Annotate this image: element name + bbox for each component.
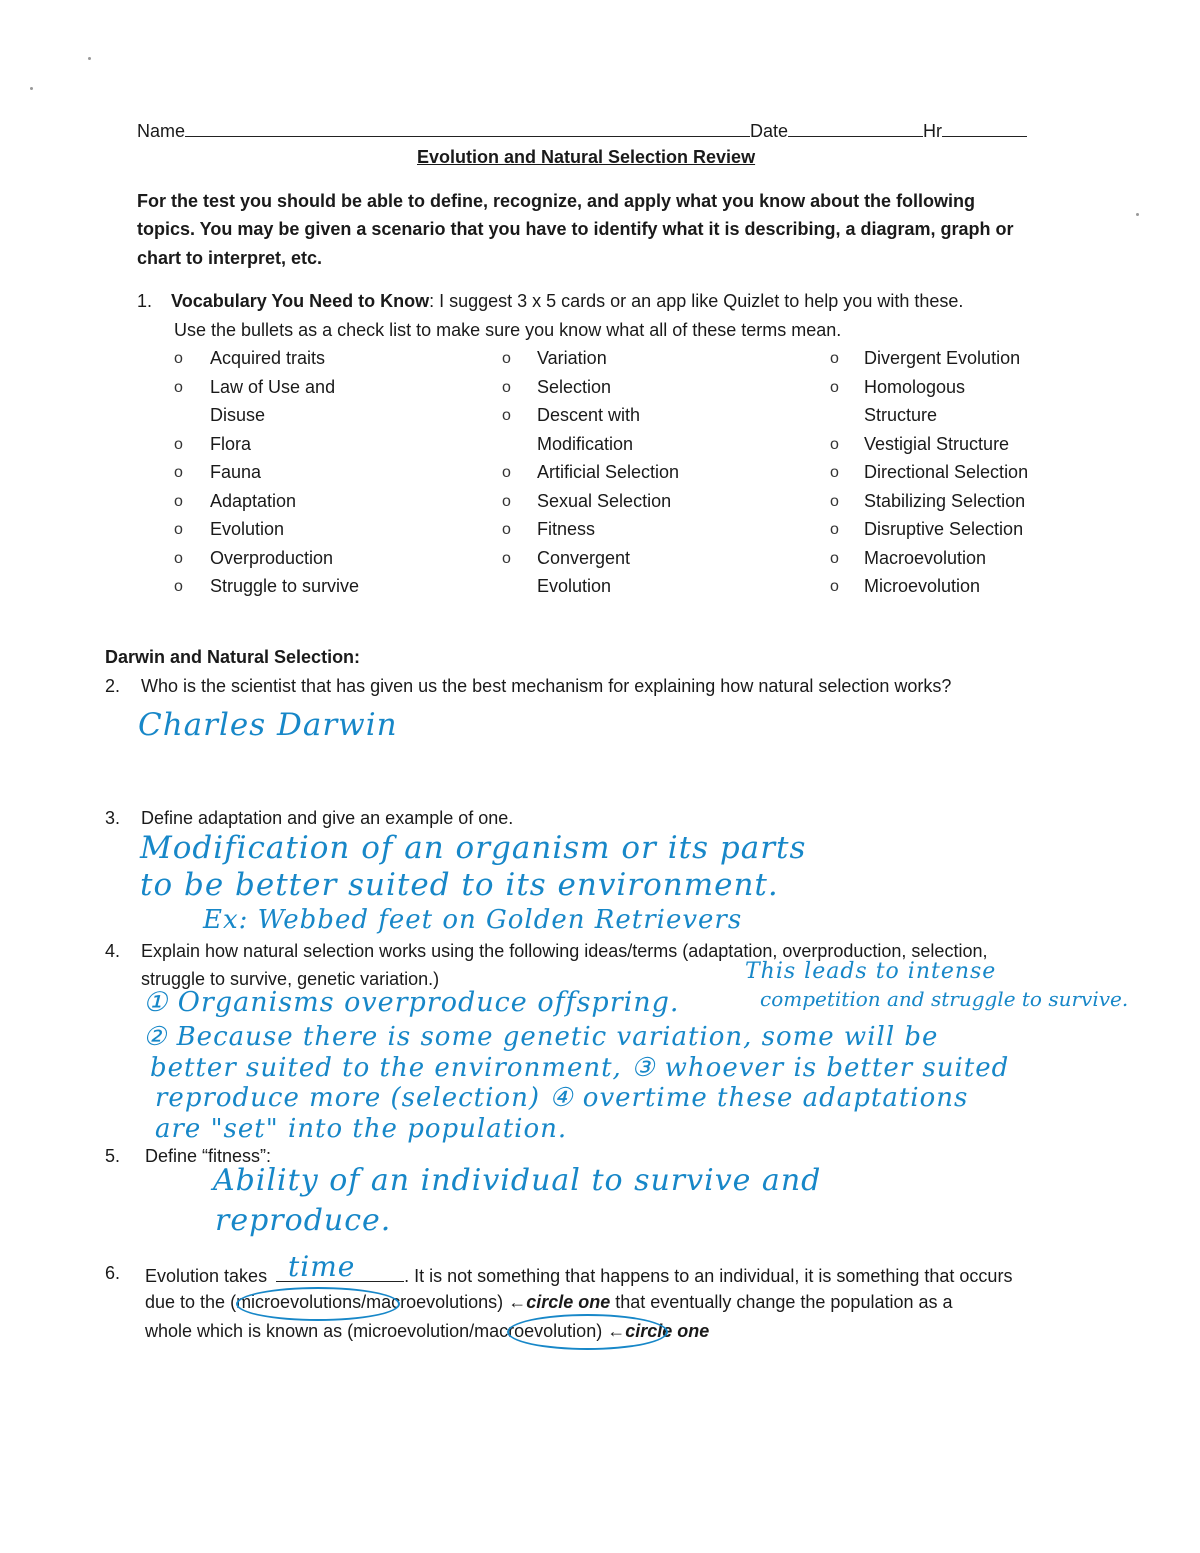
checklist-bullet: o [830, 578, 839, 595]
vocab-term: Structure [864, 405, 938, 425]
q2-text: Who is the scientist that has given us the best mechanism for explaining how natural selection works? [141, 676, 952, 696]
q3-text: Define adaptation and give an example of one. [141, 808, 514, 828]
checklist-bullet: o [502, 379, 511, 396]
q6-line-2-b: ←circle one [508, 1292, 611, 1312]
vocab-term: Law of Use and [210, 377, 336, 397]
q5-number: 5. [105, 1146, 121, 1166]
q4-number: 4. [105, 941, 121, 961]
q3-number: 3. [105, 808, 121, 828]
checklist-bullet: o [830, 521, 839, 538]
q6-number: 6. [105, 1263, 121, 1283]
vocab-term: Struggle to survive [210, 576, 360, 596]
intro-line-1: For the test you should be able to define, recognize, and apply what you know about the following [137, 191, 976, 211]
circle-mark-macroevolution [507, 1314, 668, 1350]
q5-text: Define “fitness”: [145, 1146, 272, 1166]
checklist-bullet: o [830, 350, 839, 367]
checklist-bullet: o [174, 350, 183, 367]
q6-line-2-c: that eventually change the population as a [615, 1292, 953, 1312]
q2-number: 2. [105, 676, 121, 696]
checklist-bullet: o [830, 464, 839, 481]
checklist-bullet: o [174, 578, 183, 595]
checklist-bullet: o [502, 464, 511, 481]
vocab-term: Evolution [210, 519, 285, 539]
q4-answer-line-2: ② Because there is some genetic variation, some will be [143, 1022, 939, 1052]
vocab-term: Homologous [864, 377, 966, 397]
vocab-term: Variation [537, 348, 607, 368]
vocab-term: Selection [537, 377, 612, 397]
checklist-bullet: o [174, 379, 183, 396]
name-blank [185, 118, 750, 137]
vocab-term: Disuse [210, 405, 266, 425]
hr-label: Hr [923, 121, 943, 141]
checklist-bullet: o [502, 350, 511, 367]
q4-answer-line-4: reproduce more (selection) ④ overtime these adaptations [155, 1083, 969, 1113]
intro-line-3: chart to interpret, etc. [137, 248, 323, 268]
vocab-term: Artificial Selection [537, 462, 680, 482]
checklist-bullet: o [830, 493, 839, 510]
vocab-term: Fauna [210, 462, 262, 482]
name-label: Name [137, 121, 186, 141]
vocab-term: Stabilizing Selection [864, 491, 1026, 511]
q5-answer-line-2: reproduce. [215, 1203, 392, 1238]
page-title: Evolution and Natural Selection Review [417, 147, 756, 167]
checklist-bullet: o [830, 379, 839, 396]
checklist-bullet: o [174, 464, 183, 481]
vocab-term: Descent with [537, 405, 641, 425]
q6-blank-answer: time [288, 1250, 356, 1283]
q3-answer-line-2: to be better suited to its environment. [140, 867, 779, 903]
q6-line-3-b: ←circle one [607, 1321, 710, 1341]
date-label: Date [750, 121, 789, 141]
vocab-term: Flora [210, 434, 252, 454]
checklist-bullet: o [174, 521, 183, 538]
q3-answer-line-3: Ex: Webbed feet on Golden Retrievers [203, 905, 743, 935]
q1-line-1-rest: : I suggest 3 x 5 cards or an app like Quizlet to help you with these. [429, 291, 964, 311]
circle-mark-microevolutions [236, 1287, 400, 1321]
vocab-term: Evolution [537, 576, 612, 596]
q6-part-2: . It is not something that happens to an individual, it is something that occurs [404, 1266, 1013, 1286]
q3-answer-line-1: Modification of an organism or its parts [140, 830, 807, 866]
hr-blank [942, 118, 1027, 137]
name-field [137, 118, 1027, 142]
q4-line-2: struggle to survive, genetic variation.) [141, 969, 440, 989]
q4-answer-line-3: better suited to the environment, ③ whoever is better suited [150, 1053, 1010, 1083]
checklist-bullet: o [502, 493, 511, 510]
checklist-bullet: o [502, 407, 511, 424]
vocab-term: Convergent [537, 548, 631, 568]
checklist-bullet: o [502, 550, 511, 567]
vocab-term: Macroevolution [864, 548, 987, 568]
scan-speck [1136, 213, 1139, 216]
q4-note-2: competition and struggle to survive. [760, 987, 1129, 1011]
vocab-term: Vestigial Structure [864, 434, 1010, 454]
checklist-bullet: o [174, 436, 183, 453]
vocab-term: Adaptation [210, 491, 297, 511]
section-darwin-heading: Darwin and Natural Selection: [105, 647, 361, 667]
scan-speck [88, 57, 91, 60]
q2-answer: Charles Darwin [138, 707, 398, 743]
vocab-term: Divergent Evolution [864, 348, 1021, 368]
checklist-bullet: o [830, 436, 839, 453]
q1-line-1 [137, 291, 963, 312]
scan-speck [30, 87, 33, 90]
q6-line-3-a: whole which is known as (microevolution/macroevolution) [145, 1321, 603, 1341]
vocab-term: Acquired traits [210, 348, 326, 368]
vocab-term: Fitness [537, 519, 596, 539]
checklist-bullet: o [174, 493, 183, 510]
q6-part-1: Evolution takes [145, 1266, 268, 1286]
q4-answer-line-1: ① Organisms overproduce offspring. [143, 987, 680, 1018]
q4-note-1: This leads to intense [745, 959, 997, 984]
date-blank [788, 118, 923, 137]
q5-answer-line-1: Ability of an individual to survive and [213, 1163, 822, 1198]
q4-answer-line-5: are "set" into the population. [155, 1114, 568, 1144]
checklist-bullet: o [830, 550, 839, 567]
vocab-term: Directional Selection [864, 462, 1029, 482]
q1-line-2: Use the bullets as a check list to make sure you know what all of these terms mean. [174, 320, 842, 340]
checklist-bullet: o [502, 521, 511, 538]
checklist-bullet: o [174, 550, 183, 567]
vocab-term: Overproduction [210, 548, 334, 568]
vocab-term: Microevolution [864, 576, 981, 596]
q1-heading: Vocabulary You Need to Know [171, 291, 430, 311]
vocab-term: Modification [537, 434, 634, 454]
q6-line-2-a: due to the (microevolutions/macroevolutions) [145, 1292, 504, 1312]
q6-line-1 [145, 1263, 1012, 1287]
q4-line-1: Explain how natural selection works using the following ideas/terms (adaptation, overproduction, selection, [141, 941, 988, 961]
q1-number: 1. [137, 291, 153, 311]
vocab-term: Disruptive Selection [864, 519, 1024, 539]
vocab-term: Sexual Selection [537, 491, 672, 511]
intro-line-2: topics. You may be given a scenario that you have to identify what it is describing, a diagram, graph or [137, 219, 1014, 239]
